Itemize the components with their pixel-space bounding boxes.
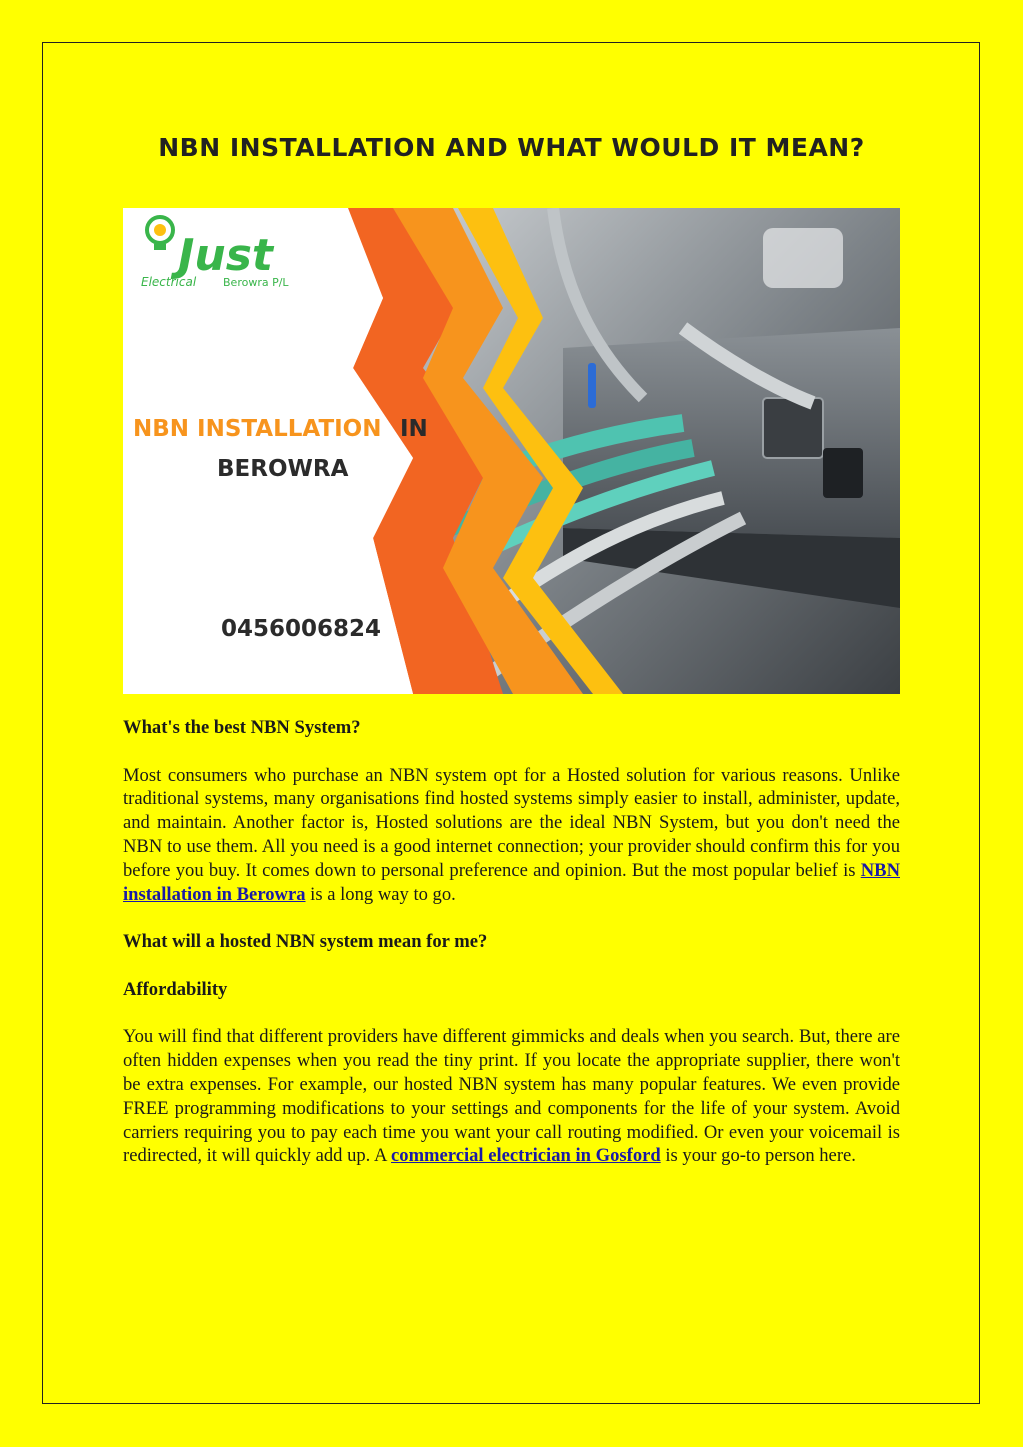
banner-headline-orange: NBN INSTALLATION — [133, 416, 382, 442]
logo-sub: Electrical — [141, 275, 197, 289]
logo-company: Berowra P/L — [223, 276, 289, 289]
logo-word: Just — [178, 230, 273, 281]
section-heading-best-nbn: What's the best NBN System? — [123, 717, 361, 738]
banner-headline-line2: BEROWRA — [217, 456, 349, 482]
section-heading-affordability: Affordability — [123, 978, 228, 1000]
paragraph-text-after: is a long way to go. — [305, 883, 456, 905]
paragraph-affordability — [123, 1025, 900, 1168]
commercial-electrician-link[interactable]: commercial electrician in Gosford — [391, 1145, 661, 1167]
banner-headline-dark: IN — [400, 416, 428, 442]
section-heading-hosted-nbn: What will a hosted NBN system mean for me? — [123, 931, 488, 953]
paragraph-text: Most consumers who purchase an NBN system opt for a Hosted solution for various reasons. Unlike traditional systems, many organisations find hosted systems simply easier to install, administer, update, and maintain. Another factor is, Hosted solutions are the ideal NBN System, but you don't need the NBN to use them. All you need is a good internet connection; your provider should confirm this for you before you buy. It comes down to personal preference and opinion. But the most popular belief is — [123, 764, 900, 881]
article-content — [123, 716, 900, 1192]
paragraph-text-after: is your go-to person here. — [660, 1145, 856, 1167]
paragraph-best-nbn — [123, 764, 900, 907]
paragraph-text: You will find that different providers have different gimmicks and deals when you search. But, there are often hidden expenses when you read the tiny print. If you locate the appropriate supplier, there won't be extra expenses. For example, our hosted NBN system has many popular features. We even provide FREE programming modifications to your settings and components for the life of your system. Avoid carriers requiring you to pay each time you want your call routing modified. Or even your voicemail is redirected, it will quickly add up. A — [123, 1026, 900, 1167]
page-title: NBN INSTALLATION AND WHAT WOULD IT MEAN? — [158, 133, 865, 162]
nbn-installation-link[interactable]: NBN installation in Berowra — [123, 859, 900, 905]
banner-phone: 0456006824 — [221, 616, 382, 642]
banner-image — [123, 208, 900, 694]
